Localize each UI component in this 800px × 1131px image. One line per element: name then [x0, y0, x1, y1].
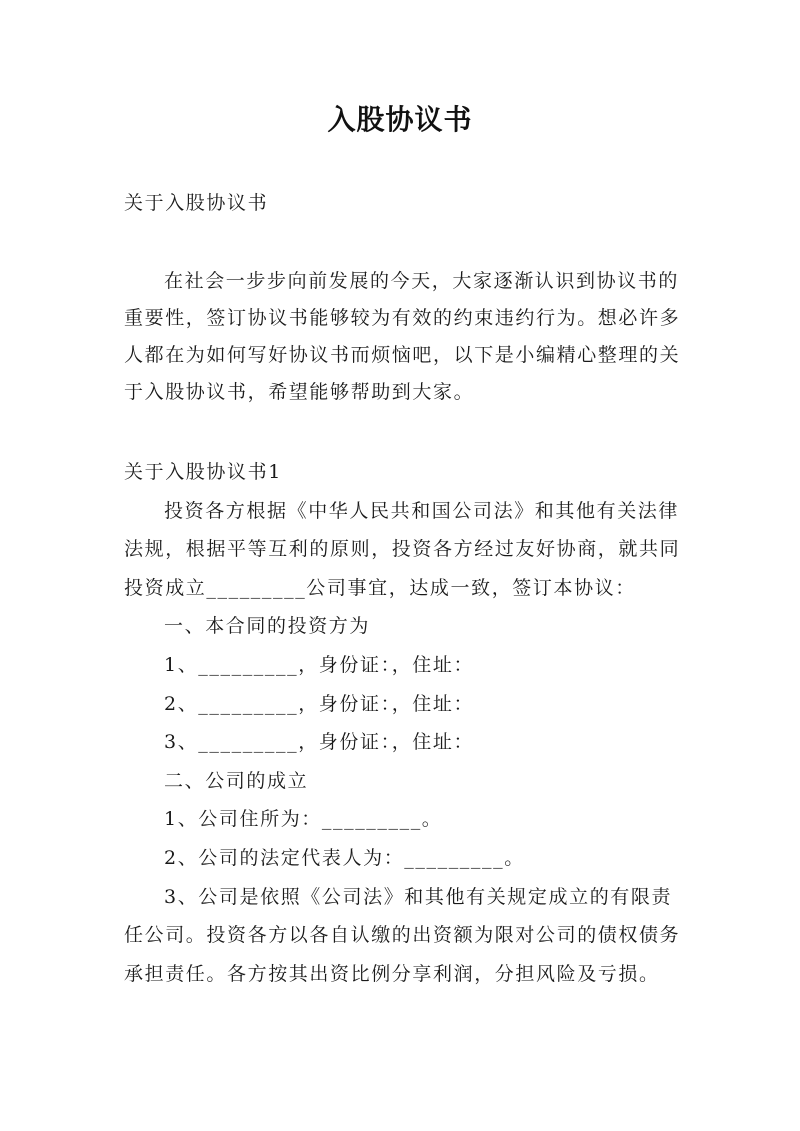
company-address-line: 1、公司住所为：_________。	[164, 808, 443, 831]
intro-paragraph: 在社会一步步向前发展的今天，大家逐渐认识到协议书的重要性，签订协议书能够较为有效的约束违约行为。想必许多人都在为如何写好协议书而烦恼吧，以下是小编精心整理的关于入股协议书，希望能够帮助到大家。	[124, 270, 681, 403]
liability-paragraph: 3、公司是依照《公司法》和其他有关规定成立的有限责任公司。投资各方以各自认缴的出资额为限对公司的债权债务承担责任。各方按其出资比例分享利润，分担风险及亏损。	[124, 885, 681, 985]
legal-representative-line: 2、公司的法定代表人为：_________。	[164, 846, 525, 869]
agreement-section-1	[124, 453, 684, 993]
section-title: 关于入股协议书1	[124, 461, 282, 483]
document-title: 入股协议书	[327, 103, 473, 136]
investor-line-2: 2、_________，身份证：，住址：	[164, 692, 475, 715]
document-heading: 关于入股协议书	[124, 192, 269, 214]
part1-title: 一、本合同的投资方为	[164, 615, 371, 638]
part2-title: 二、公司的成立	[164, 769, 309, 792]
investor-line-1: 1、_________，身份证：，住址：	[164, 653, 475, 676]
investor-line-3: 3、_________，身份证：，住址：	[164, 731, 475, 754]
intro-section	[124, 263, 684, 411]
section-intro-paragraph: 投资各方根据《中华人民共和国公司法》和其他有关法律法规，根据平等互利的原则，投资各方经过友好协商，就共同投资成立_________公司事宜，达成一致，签订本协议：	[124, 499, 681, 599]
